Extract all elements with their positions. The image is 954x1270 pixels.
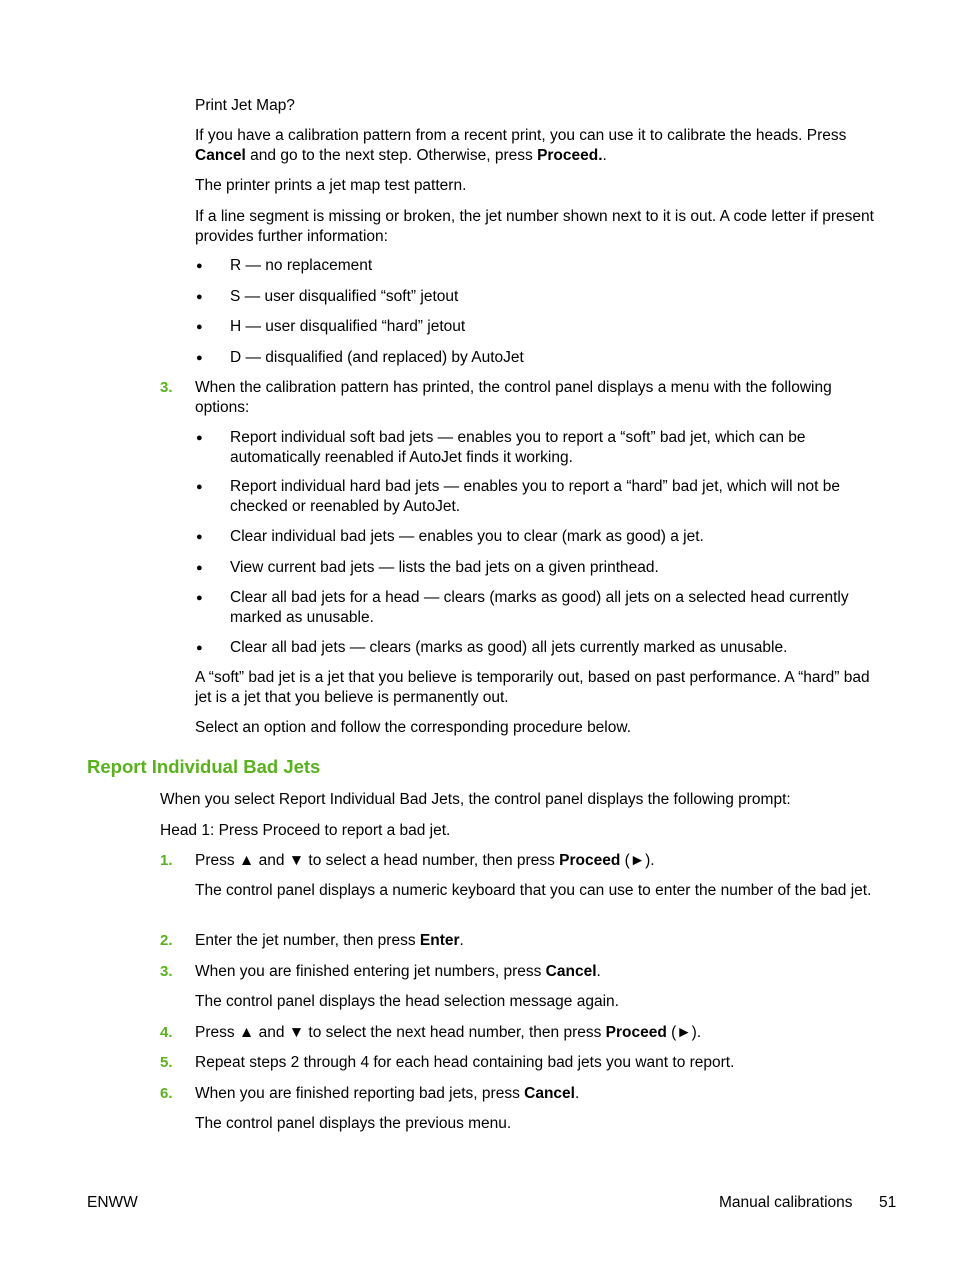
code-item: R — no replacement <box>230 257 373 274</box>
bullet-icon: ● <box>196 352 203 364</box>
head-prompt: Head 1: Press Proceed to report a bad jet. <box>160 822 451 839</box>
cancel-keyword: Cancel <box>545 963 597 980</box>
jet-code-paragraph: If a line segment is missing or broken, the jet number shown next to it is out. A code letter if present provides further information: <box>195 208 874 245</box>
step-text <box>195 1084 579 1104</box>
code-item: D — disqualified (and replaced) by AutoJet <box>230 349 524 366</box>
step-number: 5. <box>160 1054 173 1071</box>
step-number: 3. <box>160 379 173 396</box>
menu-option: Clear individual bad jets — enables you to clear (mark as good) a jet. <box>230 528 704 545</box>
step-number: 1. <box>160 852 173 869</box>
enter-keyword: Enter <box>419 932 460 949</box>
text-run: . <box>574 1085 580 1102</box>
footer-section-title: Manual calibrations <box>719 1194 853 1211</box>
proceed-keyword: Proceed. <box>537 147 603 164</box>
bullet-icon: ● <box>196 531 203 543</box>
step-subtext: The control panel displays a numeric keyboard that you can use to enter the number of the bad jet. <box>195 882 872 899</box>
text-run: If you have a calibration pattern from a recent print, you can use it to calibrate the heads. Press <box>195 127 847 144</box>
text-run: Press ▲ and ▼ to select a head number, then press <box>195 852 560 869</box>
step-text <box>195 1023 701 1043</box>
step-text <box>195 962 601 982</box>
cancel-keyword: Cancel <box>195 147 246 164</box>
proceed-keyword: Proceed <box>559 852 621 869</box>
bullet-icon: ● <box>196 481 203 493</box>
cancel-keyword: Cancel <box>524 1085 575 1102</box>
step-text: Repeat steps 2 through 4 for each head containing bad jets you want to report. <box>195 1054 735 1071</box>
step-text <box>195 851 655 871</box>
step-number: 3. <box>160 963 173 980</box>
text-run: . <box>596 963 601 980</box>
text-run: . <box>602 147 607 164</box>
bullet-icon: ● <box>196 260 203 272</box>
bullet-icon: ● <box>196 562 203 574</box>
bullet-icon: ● <box>196 432 203 444</box>
menu-option: Report individual soft bad jets — enables you to report a “soft” bad jet, which can be automatically reenabled if AutoJet finds it working. <box>230 429 806 466</box>
page-number: 51 <box>879 1194 897 1211</box>
step-subtext: The control panel displays the head selection message again. <box>195 993 619 1010</box>
step-number: 4. <box>160 1024 173 1041</box>
bullet-icon: ● <box>196 592 203 604</box>
test-pattern-paragraph: The printer prints a jet map test pattern. <box>195 177 467 194</box>
bullet-icon: ● <box>196 321 203 333</box>
step-number: 6. <box>160 1085 173 1102</box>
text-run: and go to the next step. Otherwise, press <box>245 147 538 164</box>
section-intro: When you select Report Individual Bad Jets, the control panel displays the following prompt: <box>160 791 791 808</box>
calibration-paragraph-line2 <box>195 146 607 166</box>
section-heading: Report Individual Bad Jets <box>87 756 321 777</box>
text-run: (►). <box>620 852 655 869</box>
menu-option: Clear all bad jets — clears (marks as good) all jets currently marked as unusable. <box>230 639 788 656</box>
text-run: When you are finished reporting bad jets, press <box>195 1085 525 1102</box>
code-item: H — user disqualified “hard” jetout <box>230 318 466 335</box>
menu-option: View current bad jets — lists the bad jets on a given printhead. <box>230 559 659 576</box>
text-run: . <box>459 932 464 949</box>
footer-left-label: ENWW <box>87 1194 138 1211</box>
print-jet-map-prompt: Print Jet Map? <box>195 97 295 114</box>
text-run: When you are finished entering jet numbers, press <box>195 963 546 980</box>
proceed-keyword: Proceed <box>605 1024 667 1041</box>
step-text: When the calibration pattern has printed, the control panel displays a menu with the following options: <box>195 379 832 416</box>
bullet-icon: ● <box>196 291 203 303</box>
text-run: (►). <box>666 1024 702 1041</box>
bullet-icon: ● <box>196 642 203 654</box>
menu-option: Report individual hard bad jets — enables you to report a “hard” bad jet, which will not be checked or reenabled by AutoJet. <box>230 478 841 515</box>
soft-hard-note: A “soft” bad jet is a jet that you believe is temporarily out, based on past performance. A “hard” bad jet is a jet that you believe is permanently out. <box>195 669 870 706</box>
calibration-paragraph-line1 <box>195 126 846 146</box>
step-text <box>195 931 464 951</box>
step-number: 2. <box>160 932 173 949</box>
text-run: Press ▲ and ▼ to select the next head number, then press <box>195 1024 606 1041</box>
text-run: Enter the jet number, then press <box>195 932 420 949</box>
code-item: S — user disqualified “soft” jetout <box>230 288 459 305</box>
select-option-text: Select an option and follow the corresponding procedure below. <box>195 719 632 736</box>
menu-option: Clear all bad jets for a head — clears (marks as good) all jets on a selected head currently marked as unusable. <box>230 589 849 626</box>
step-subtext: The control panel displays the previous menu. <box>195 1115 512 1132</box>
